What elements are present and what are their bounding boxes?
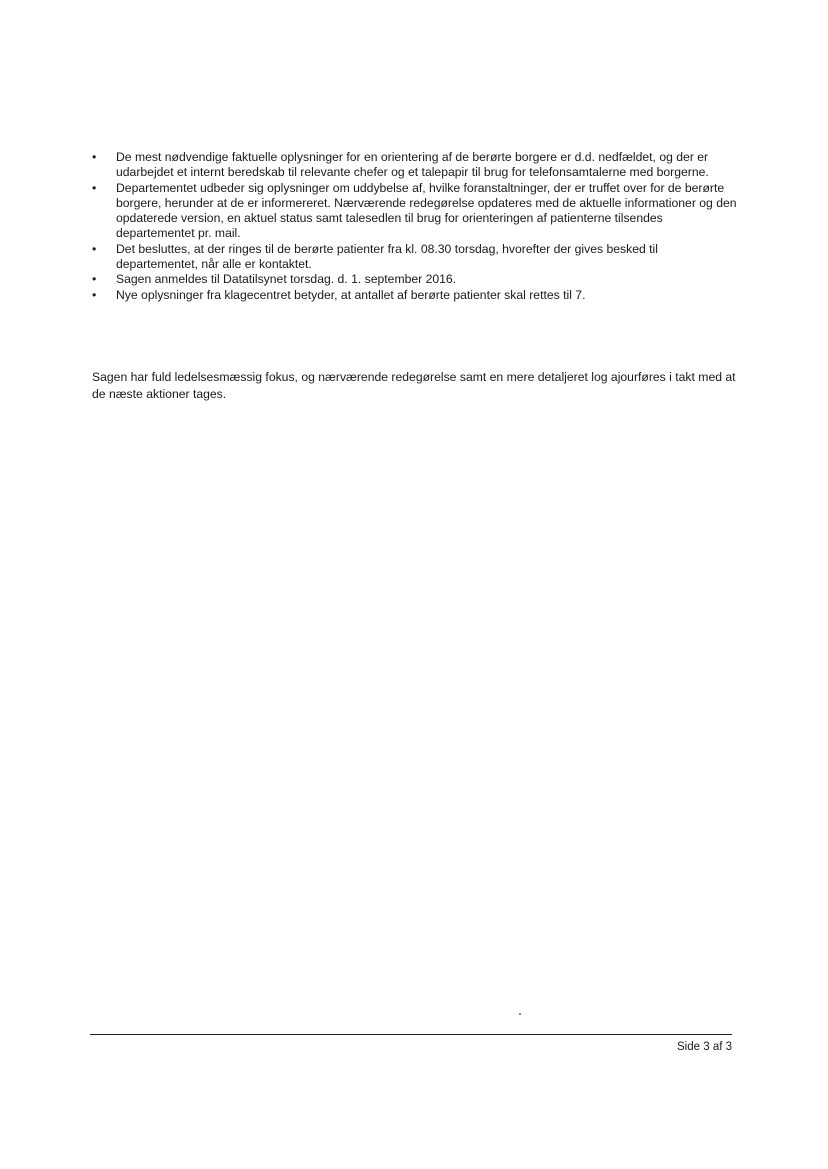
bullet-marker: •	[92, 287, 97, 302]
bullet-item	[92, 242, 742, 273]
bullet-text: Nye oplysninger fra klagecentret betyder, at antallet af berørte patienter skal rettes til 7.	[116, 287, 586, 302]
bullet-item	[92, 272, 742, 287]
footer-rule	[90, 1034, 732, 1035]
bullet-item	[92, 150, 742, 181]
bullet-marker: •	[92, 180, 97, 195]
bullet-item	[92, 181, 742, 242]
bullet-text: Det besluttes, at der ringes til de berørte patienter fra kl. 08.30 torsdag, hvorefter der gives besked til departementet, når alle er kontaktet.	[116, 241, 658, 272]
bullet-marker: •	[92, 272, 97, 287]
body-paragraph: Sagen har fuld ledelsesmæssig fokus, og nærværende redegørelse samt en mere detaljeret log ajourføres i takt med at de næste aktioner tages.	[92, 370, 736, 401]
scan-speck	[519, 1013, 521, 1015]
bullet-text: Sagen anmeldes til Datatilsynet torsdag. d. 1. september 2016.	[116, 272, 457, 287]
bullet-marker: •	[92, 150, 97, 164]
bullet-marker: •	[92, 241, 97, 256]
bullet-item	[92, 288, 742, 303]
bullet-list	[92, 150, 742, 303]
bullet-text: Departementet udbeder sig oplysninger om uddybelse af, hvilke foranstaltninger, der er truffet over for de berørte borgere, herunder at de er informereret. Nærværende redegørelse opdateres med de aktuelle informationer og den opdaterede version, en aktuel status samt talesedlen til brug for orienteringen af patienterne tilsendes departementet pr. mail.	[116, 180, 737, 241]
bullet-text: De mest nødvendige faktuelle oplysninger for en orientering af de berørte borgere er d.d. nedfældet, og der er udarbejdet et internt beredskab til relevante chefer og et talepapir til brug for telefonsamtalerne med borgerne.	[116, 150, 709, 180]
page-number: Side 3 af 3	[677, 1041, 732, 1053]
